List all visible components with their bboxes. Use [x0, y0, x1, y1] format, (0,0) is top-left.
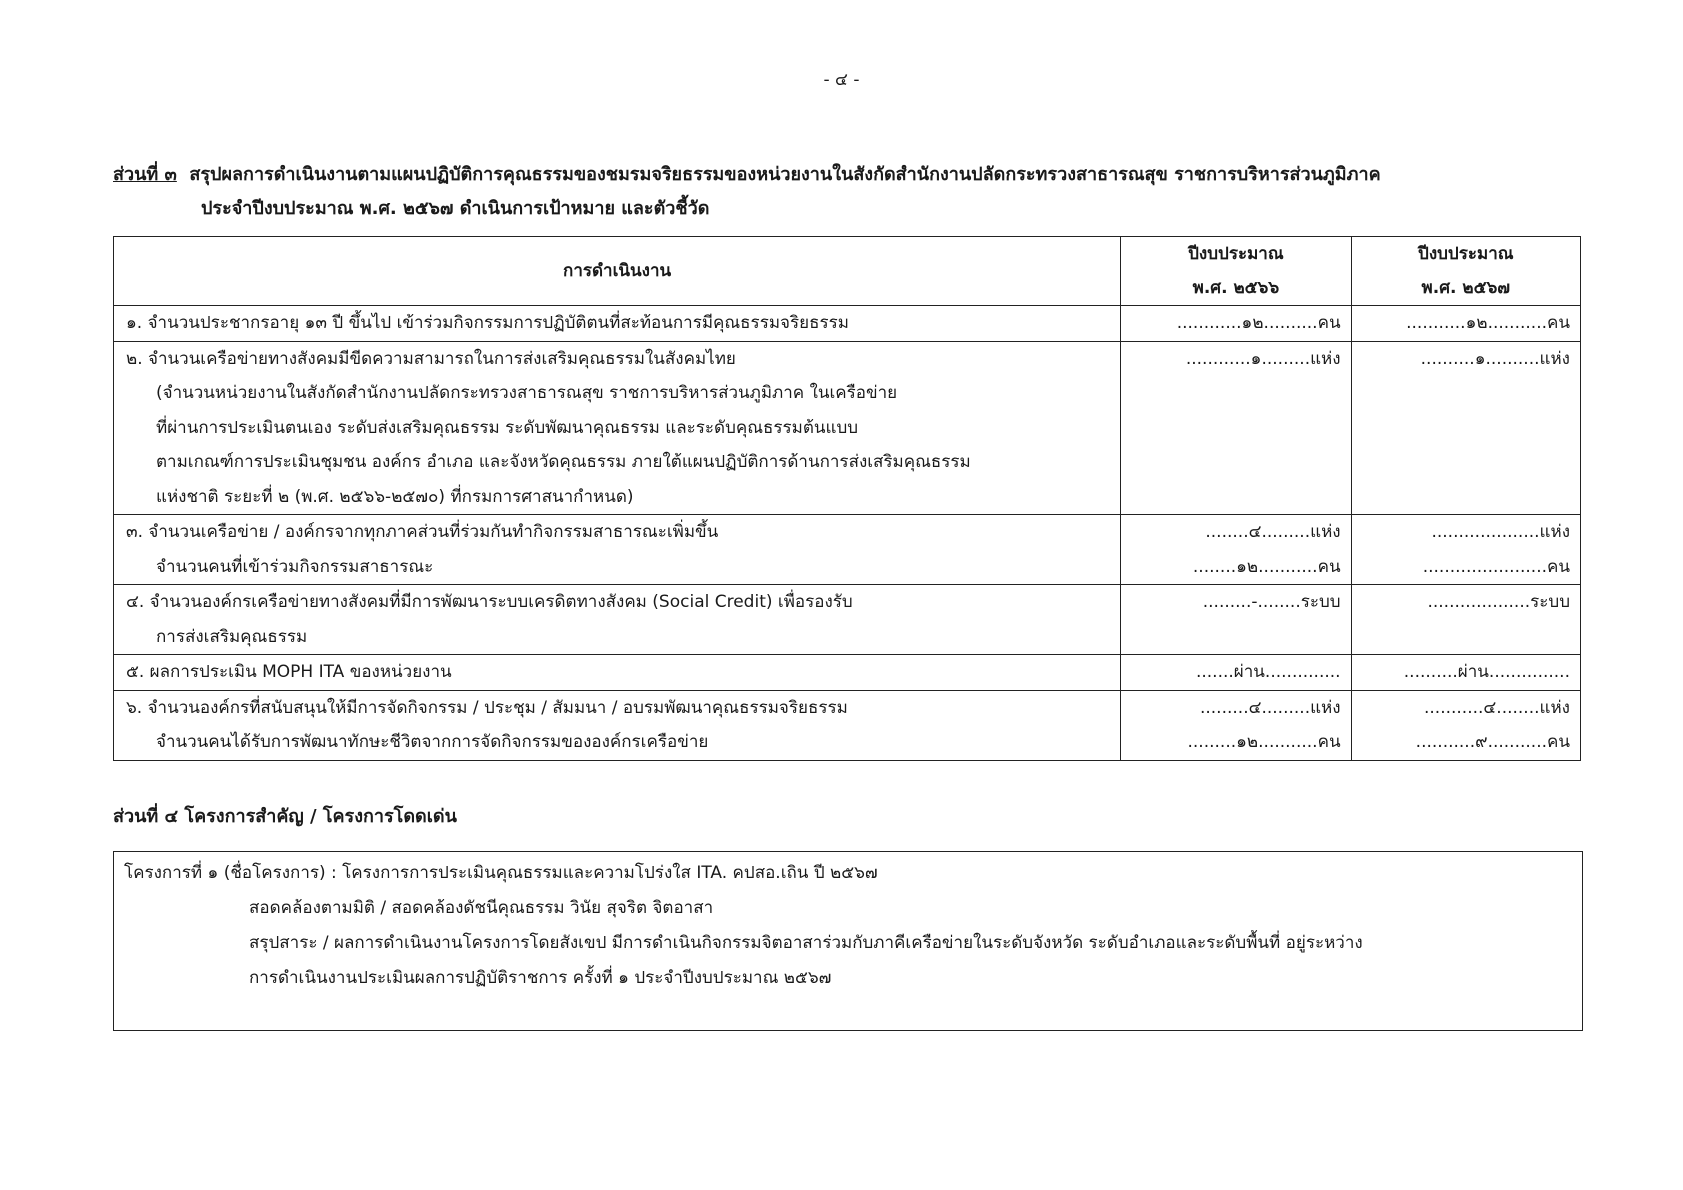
- row-value-fy67: [1351, 306, 1580, 342]
- table-row: [114, 690, 1581, 760]
- section3-label: ส่วนที่ ๓: [113, 164, 177, 185]
- section3-title-text: สรุปผลการดำเนินงานตามแผนปฏิบัติการคุณธรรมของชมรมจริยธรรมของหน่วยงานในสังกัดสำนักงานปลัดกระทรวงสาธารณสุข ราชการบริหารส่วนภูมิภาค: [189, 164, 1381, 185]
- row-text-line: การส่งเสริมคุณธรรม: [156, 626, 308, 647]
- row-value-fy66: [1121, 655, 1351, 691]
- value-line: ........๔.........แห่ง: [1205, 522, 1341, 542]
- value-line: ...................ระบบ: [1427, 592, 1570, 612]
- value-line: .......ผ่าน..............: [1195, 662, 1341, 682]
- row-text-line: ๖. จำนวนองค์กรที่สนับสนุนให้มีการจัดกิจกรรม / ประชุม / สัมมนา / อบรมพัฒนาคุณธรรมจริยธรรม: [126, 697, 848, 718]
- header-fy66-line1: ปีงบประมาณ: [1188, 244, 1284, 264]
- row-description: [114, 341, 1121, 515]
- table-row: [114, 515, 1581, 585]
- row-text-line: จำนวนคนที่เข้าร่วมกิจกรรมสาธารณะ: [156, 556, 434, 577]
- value-line: ..........ผ่าน...............: [1403, 662, 1570, 682]
- value-line: ............๑.........แห่ง: [1185, 348, 1341, 369]
- value-line: ...........๑๒...........คน: [1406, 313, 1570, 333]
- value-line: .........-........ระบบ: [1202, 592, 1341, 612]
- row-value-fy66: [1121, 515, 1351, 585]
- row-description: [114, 655, 1121, 691]
- row-value-fy67: [1351, 655, 1580, 691]
- header-fy66-line2: พ.ศ. ๒๕๖๖: [1192, 278, 1280, 298]
- section3-heading: [113, 158, 1583, 226]
- row-value-fy66: [1121, 341, 1351, 515]
- value-line: .........๔.........แห่ง: [1199, 697, 1341, 718]
- row-value-fy67: [1351, 690, 1580, 760]
- project-summary-line: สรุปสาระ / ผลการดำเนินงานโครงการโดยสังเขป มีการดำเนินกิจกรรมจิตอาสาร่วมกับภาคีเครือข่ายในระดับจังหวัด ระดับอำเภอและระดับพื้นที่ อยู่ระหว่าง: [249, 933, 1363, 953]
- row-text-line: ๕. ผลการประเมิน MOPH ITA ของหน่วยงาน: [126, 662, 452, 682]
- table-row: [114, 341, 1581, 515]
- row-description: [114, 690, 1121, 760]
- project-name-line: โครงการที่ ๑ (ชื่อโครงการ) : โครงการการประเมินคุณธรรมและความโปร่งใส ITA. คปสอ.เถิน ปี ๒๕๖๗: [124, 863, 878, 883]
- row-description: [114, 306, 1121, 342]
- row-text-line: (จำนวนหน่วยงานในสังกัดสำนักงานปลัดกระทรวงสาธารณสุข ราชการบริหารส่วนภูมิภาค ในเครือข่าย: [156, 383, 898, 403]
- section3-title-line1: [113, 158, 1583, 192]
- header-fy67-line2: พ.ศ. ๒๕๖๗: [1421, 278, 1511, 298]
- row-text-line: ตามเกณฑ์การประเมินชุมชน องค์กร อำเภอ และจังหวัดคุณธรรม ภายใต้แผนปฏิบัติการด้านการส่งเสริมคุณธรรม: [156, 452, 971, 472]
- row-text-line: ๒. จำนวนเครือข่ายทางสังคมมีขีดความสามารถในการส่งเสริมคุณธรรมในสังคมไทย: [126, 348, 736, 369]
- row-text-line: แห่งชาติ ระยะที่ ๒ (พ.ศ. ๒๕๖๖-๒๕๗๐) ที่กรมการศาสนากำหนด): [156, 486, 634, 507]
- table-row: [114, 306, 1581, 342]
- value-line: ............๑๒..........คน: [1176, 313, 1341, 333]
- header-fy67: [1351, 237, 1580, 306]
- section4-heading: ส่วนที่ ๔ โครงการสำคัญ / โครงการโดดเด่น: [113, 806, 457, 827]
- value-line: ...........๔........แห่ง: [1423, 697, 1570, 718]
- row-value-fy67: [1351, 341, 1580, 515]
- table-header-row: [114, 237, 1581, 306]
- project-alignment-line: สอดคล้องตามมิติ / สอดคล้องดัชนีคุณธรรม วินัย สุจริต จิตอาสา: [249, 898, 714, 918]
- row-text-line: ที่ผ่านการประเมินตนเอง ระดับส่งเสริมคุณธรรม ระดับพัฒนาคุณธรรม และระดับคุณธรรมต้นแบบ: [156, 417, 859, 438]
- row-text-line: จำนวนคนได้รับการพัฒนาทักษะชีวิตจากการจัดกิจกรรมขององค์กรเครือข่าย: [156, 732, 709, 752]
- value-line: ..........๑..........แห่ง: [1420, 348, 1570, 369]
- header-operation: การดำเนินงาน: [114, 237, 1121, 306]
- value-line: ....................แห่ง: [1431, 522, 1570, 542]
- row-text-line: ๓. จำนวนเครือข่าย / องค์กรจากทุกภาคส่วนที่ร่วมกันทำกิจกรรมสาธารณะเพิ่มขึ้น: [126, 522, 719, 542]
- project-summary-line: การดำเนินงานประเมินผลการปฏิบัติราชการ ครั้งที่ ๑ ประจำปีงบประมาณ ๒๕๖๗: [249, 968, 832, 988]
- row-value-fy66: [1121, 306, 1351, 342]
- row-value-fy66: [1121, 690, 1351, 760]
- row-description: [114, 515, 1121, 585]
- row-value-fy67: [1351, 585, 1580, 655]
- section3-title-line2: ประจำปีงบประมาณ พ.ศ. ๒๕๖๗ ดำเนินการเป้าหมาย และตัวชี้วัด: [201, 198, 710, 219]
- header-fy67-line1: ปีงบประมาณ: [1418, 244, 1514, 264]
- row-text-line: ๔. จำนวนองค์กรเครือข่ายทางสังคมที่มีการพัฒนาระบบเครดิตทางสังคม (Social Credit) เพื่อรองรับ: [126, 592, 853, 612]
- row-description: [114, 585, 1121, 655]
- value-line: .......................คน: [1422, 556, 1570, 577]
- table-row: [114, 585, 1581, 655]
- page-number: - ๔ -: [823, 70, 860, 90]
- value-line: ........๑๒...........คน: [1192, 556, 1341, 577]
- summary-table: [113, 236, 1581, 761]
- value-line: .........๑๒...........คน: [1187, 732, 1341, 752]
- value-line: ...........๙...........คน: [1415, 732, 1570, 752]
- row-value-fy67: [1351, 515, 1580, 585]
- header-fy66: [1121, 237, 1351, 306]
- row-value-fy66: [1121, 585, 1351, 655]
- table-row: [114, 655, 1581, 691]
- row-text-line: ๑. จำนวนประชากรอายุ ๑๓ ปี ขึ้นไป เข้าร่วมกิจกรรมการปฏิบัติตนที่สะท้อนการมีคุณธรรมจริยธรรม: [126, 313, 849, 333]
- project-box: [113, 851, 1583, 1031]
